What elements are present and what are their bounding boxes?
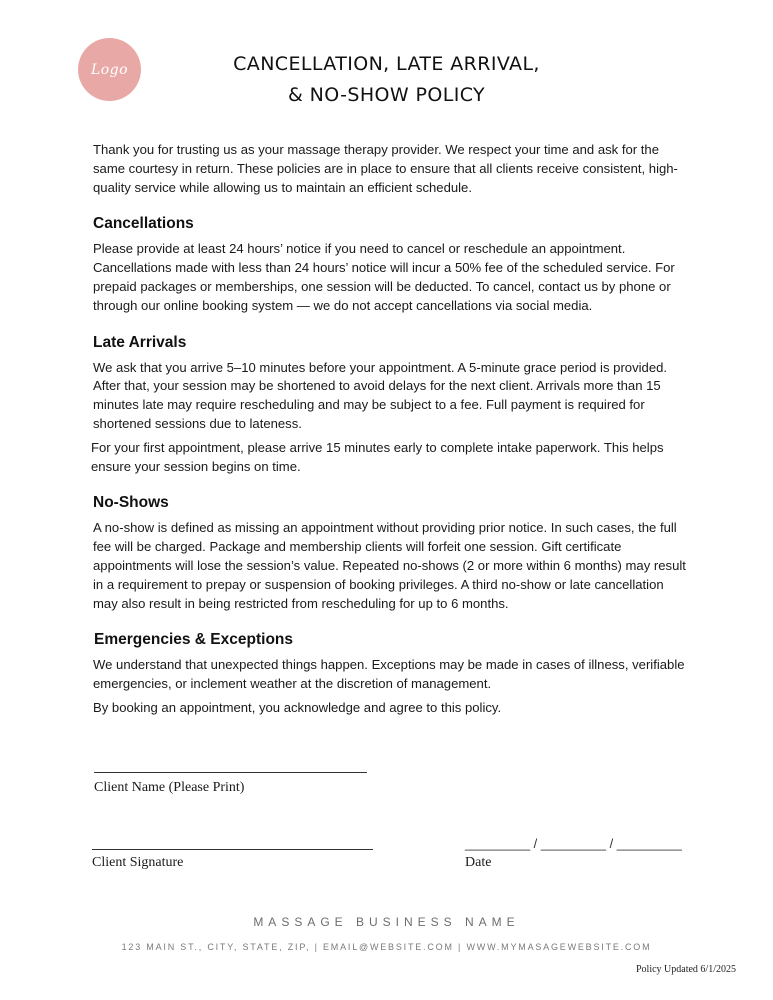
client-signature-label: Client Signature — [92, 855, 184, 870]
cancellations-heading: Cancellations — [93, 215, 194, 233]
business-contact: 123 MAIN ST., CITY, STATE, ZIP, | EMAIL@WEBSITE.COM | WWW.MYMASAGEWEBSITE.COM — [121, 942, 652, 952]
emergencies-heading: Emergencies & Exceptions — [94, 631, 293, 649]
client-name-label: Client Name (Please Print) — [94, 780, 245, 795]
date-label: Date — [465, 855, 492, 870]
logo — [78, 38, 141, 101]
page-title-line-2: & NO-SHOW POLICY — [287, 84, 486, 106]
first-appointment-note: For your first appointment, please arrive 15 minutes early to complete intake paperwork. This helps ensure your session begins on time. — [91, 439, 664, 474]
late-arrivals-body: We ask that you arrive 5–10 minutes before your appointment. A 5-minute grace period is provided. After that, your session may be shortened to avoid delays for the next client. Arrivals more than 15 minutes late may require rescheduling and may be subject to a fee. Full payment is required for shortened sessions due to lateness. — [93, 359, 668, 431]
policy-updated-date: Policy Updated 6/1/2025 — [636, 964, 736, 975]
business-name: MASSAGE BUSINESS NAME — [253, 915, 520, 929]
section-late-arrivals — [93, 332, 688, 477]
section-emergencies — [93, 629, 688, 717]
no-shows-heading: No-Shows — [93, 494, 169, 512]
date-blank[interactable]: _________ / _________ / _________ — [465, 836, 682, 851]
policy-content — [93, 141, 688, 734]
intro-paragraph: Thank you for trusting us as your massage therapy provider. We respect your time and ask for the same courtesy in return. These policies are in place to ensure that all clients receive consistent, high-quality service while allowing us to maintain an efficient schedule. — [93, 142, 678, 195]
section-no-shows — [93, 492, 688, 613]
late-arrivals-heading: Late Arrivals — [93, 333, 187, 351]
client-name-line[interactable] — [94, 772, 367, 773]
section-cancellations — [93, 213, 688, 315]
logo-text: Logo — [90, 61, 129, 78]
page-title-line-1: CANCELLATION, LATE ARRIVAL, — [233, 53, 540, 75]
no-shows-body: A no-show is defined as missing an appointment without providing prior notice. In such cases, the full fee will be charged. Package and membership clients will forfeit one session. Gift certificate appointments will lose the session’s value. Repeated no-shows (2 or more within 6 months) may result in a requirement to prepay or suspension of booking privileges. A third no-show or late cancellation may also result in being restricted from rescheduling for up to 6 months. — [93, 520, 686, 611]
client-signature-line[interactable] — [92, 849, 373, 850]
emergencies-body: We understand that unexpected things happen. Exceptions may be made in cases of illness, verifiable emergencies, or inclement weather at the discretion of management. — [93, 657, 685, 692]
agreement-statement: By booking an appointment, you acknowledge and agree to this policy. — [93, 699, 502, 715]
cancellations-body: Please provide at least 24 hours’ notice if you need to cancel or reschedule an appointment. Cancellations made with less than 24 hours’ notice will incur a 50% fee of the scheduled service. For prepaid packages or memberships, one session will be deducted. To cancel, contact us by phone or through our online booking system — we do not accept cancellations via social media. — [93, 241, 675, 313]
